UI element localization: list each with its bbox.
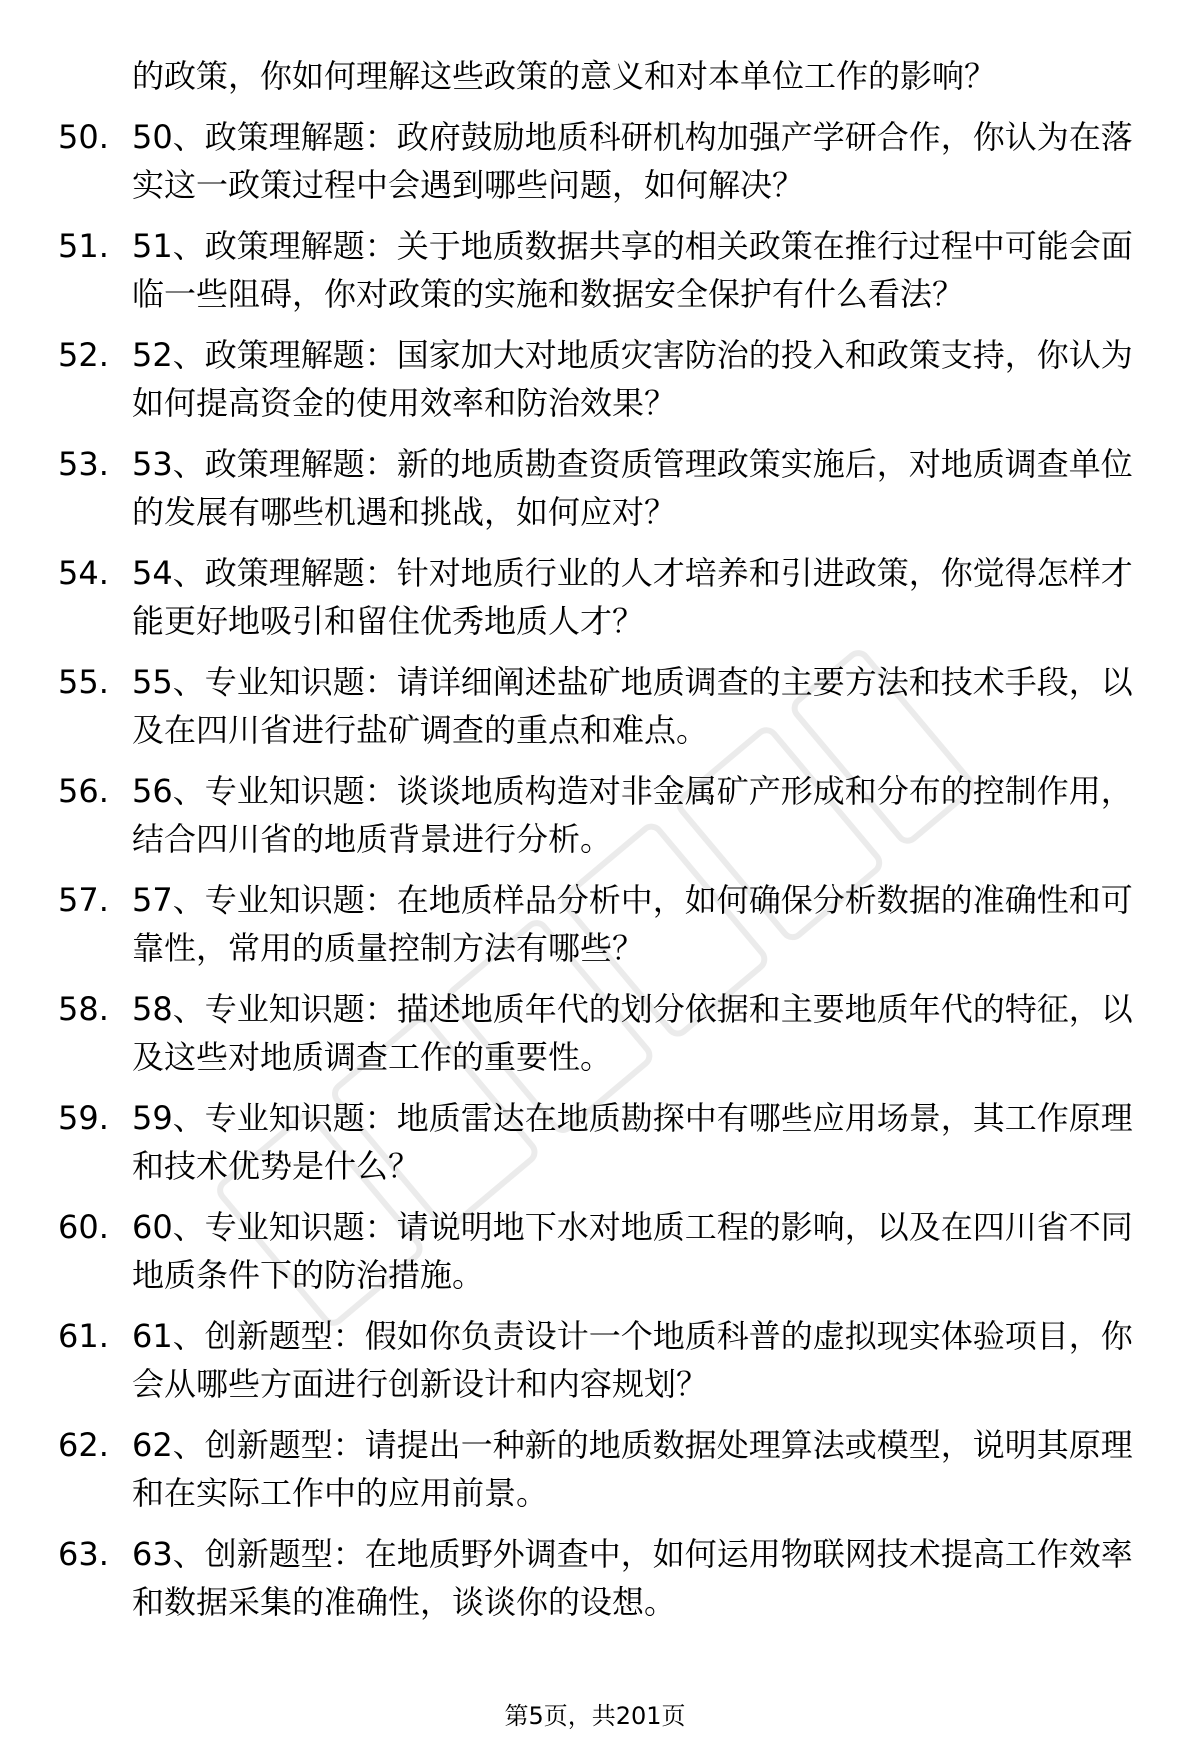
list-item-text: 61、创新题型：假如你负责设计一个地质科普的虚拟现实体验项目，你会从哪些方面进行创新设计和内容规划？: [132, 1317, 1133, 1403]
list-item: [58, 113, 1158, 209]
list-item-text: 56、专业知识题：谈谈地质构造对非金属矿产形成和分布的控制作用，结合四川省的地质背景进行分析。: [132, 772, 1133, 858]
list-item: [58, 1530, 1158, 1626]
list-item-text: 51、政策理解题：关于地质数据共享的相关政策在推行过程中可能会面临一些阻碍，你对政策的实施和数据安全保护有什么看法？: [132, 227, 1133, 313]
list-item-number: 55.: [58, 663, 109, 701]
list-item-text: 54、政策理解题：针对地质行业的人才培养和引进政策，你觉得怎样才能更好地吸引和留住优秀地质人才？: [132, 554, 1133, 640]
list-item-text: 50、政策理解题：政府鼓励地质科研机构加强产学研合作，你认为在落实这一政策过程中会遇到哪些问题，如何解决？: [132, 118, 1133, 204]
list-item: [58, 331, 1158, 427]
list-item-number: 51.: [58, 227, 109, 265]
list-item-text: 52、政策理解题：国家加大对地质灾害防治的投入和政策支持，你认为如何提高资金的使用效率和防治效果？: [132, 336, 1133, 422]
list-item: [58, 1312, 1158, 1408]
list-item: [58, 549, 1158, 645]
question-list: [58, 113, 1158, 1639]
list-item-text: 63、创新题型：在地质野外调查中，如何运用物联网技术提高工作效率和数据采集的准确性，谈谈你的设想。: [132, 1535, 1133, 1621]
list-item: [58, 1094, 1158, 1190]
list-item: [58, 767, 1158, 863]
list-item-text: 55、专业知识题：请详细阐述盐矿地质调查的主要方法和技术手段，以及在四川省进行盐矿调查的重点和难点。: [132, 663, 1133, 749]
list-item-text: 58、专业知识题：描述地质年代的划分依据和主要地质年代的特征，以及这些对地质调查工作的重要性。: [132, 990, 1133, 1076]
continuation-text: 的政策，你如何理解这些政策的意义和对本单位工作的影响？: [132, 57, 997, 95]
list-item-text: 57、专业知识题：在地质样品分析中，如何确保分析数据的准确性和可靠性，常用的质量控制方法有哪些？: [132, 881, 1133, 967]
list-item-number: 59.: [58, 1099, 109, 1137]
list-item-number: 60.: [58, 1208, 109, 1246]
list-item-text: 53、政策理解题：新的地质勘查资质管理政策实施后，对地质调查单位的发展有哪些机遇和挑战，如何应对？: [132, 445, 1133, 531]
list-item-number: 61.: [58, 1317, 109, 1355]
list-item-text: 60、专业知识题：请说明地下水对地质工程的影响，以及在四川省不同地质条件下的防治措施。: [132, 1208, 1133, 1294]
list-item: [58, 1203, 1158, 1299]
list-item-number: 50.: [58, 118, 109, 156]
list-item-number: 57.: [58, 881, 109, 919]
list-item: [58, 876, 1158, 972]
list-item-number: 62.: [58, 1426, 109, 1464]
page-footer: 第5页，共201页: [504, 1702, 686, 1730]
list-item: [58, 1421, 1158, 1517]
list-item-number: 52.: [58, 336, 109, 374]
list-item: [58, 985, 1158, 1081]
list-item-number: 63.: [58, 1535, 109, 1573]
list-item-number: 58.: [58, 990, 109, 1028]
list-item: [58, 222, 1158, 318]
list-item: [58, 658, 1158, 754]
list-item-number: 54.: [58, 554, 109, 592]
list-item-text: 62、创新题型：请提出一种新的地质数据处理算法或模型，说明其原理和在实际工作中的应用前景。: [132, 1426, 1133, 1512]
list-item: [58, 440, 1158, 536]
list-item-number: 53.: [58, 445, 109, 483]
list-item-text: 59、专业知识题：地质雷达在地质勘探中有哪些应用场景，其工作原理和技术优势是什么？: [132, 1099, 1133, 1185]
list-item-number: 56.: [58, 772, 109, 810]
